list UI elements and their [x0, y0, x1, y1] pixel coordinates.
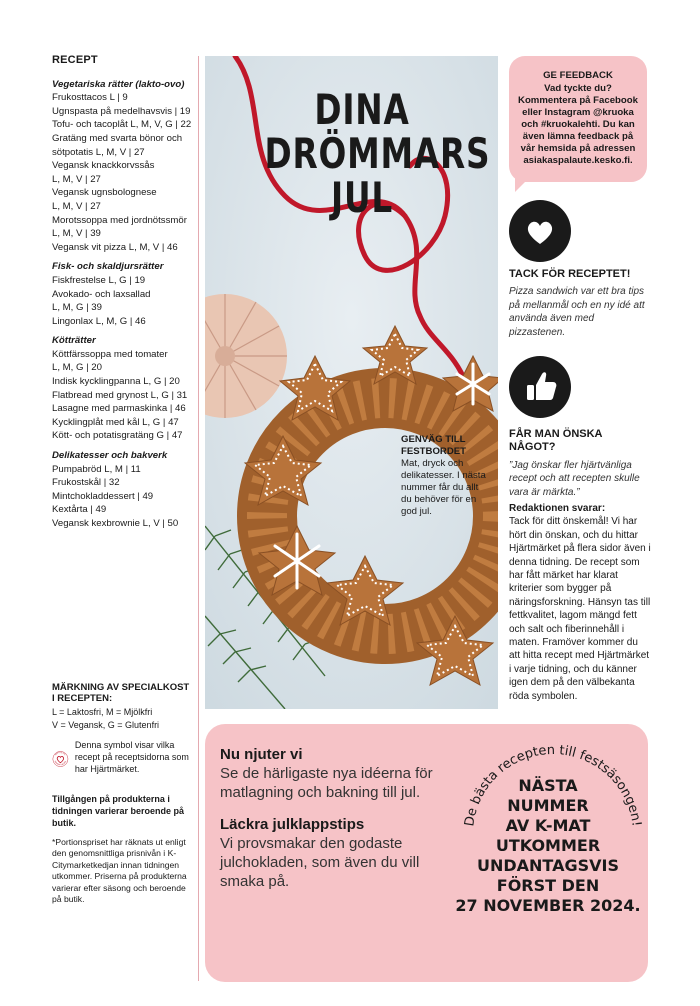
- next-issue-box: [205, 724, 648, 982]
- reply-text: Tack för ditt önskemål! Vi har hört din önskan, och du hittar Hjärtmärket på flera sidor även i denna tidning. De recept som har fått märket har klarat kriterier som bygger på näringsforskning. Hänsyn tas till fettkvalitet, lagom mängd fett och salt och fiberinnehåll i maten. Framöver kommer du att hitta recept med Hjärtmärket i varje tidning, och du känner igen dem på den välbekanta röda symbolen.: [509, 516, 651, 702]
- next-line-3: AV K-MAT: [505, 816, 591, 835]
- recipe-item: Avokado- och laxsallad: [52, 288, 151, 300]
- hero-headline: [264, 85, 491, 222]
- hero-photo: [205, 56, 498, 709]
- recipe-item: Morotssoppa med jordnötssmör: [52, 214, 187, 226]
- heart-badge: [509, 200, 571, 262]
- marking-title: MÄRKNING AV SPECIALKOST I RECEPTEN:: [52, 682, 190, 704]
- bubble-tail: [515, 178, 529, 192]
- heart-ring-top: BÄTTRE VAL: [55, 752, 66, 757]
- teaser-1-text: Se de härligaste nya idéerna för matlagning och bakning till jul.: [220, 765, 433, 801]
- recipe-item: Köttfärssoppa med tomater: [52, 348, 168, 360]
- recipe-item: Mintchokladdessert | 49: [52, 490, 154, 502]
- recipe-item: Lingonlax L, M, G | 46: [52, 315, 146, 327]
- thanks-title: TACK FÖR RECEPTET!: [509, 268, 631, 280]
- feedback-text: Vad tyckte du? Kommentera på Facebook eller Instagram @kruoka och #kruokalehti. Du kan även lämna feedback på vår hemsida på adressen asiakaspalaute.kesko.fi.: [518, 83, 638, 166]
- teaser-1-title: Nu njuter vi: [220, 746, 303, 763]
- recipe-category-title: Vegetariska rätter (lakto-ovo): [52, 78, 185, 90]
- recipe-item: Kycklingplåt med kål L, G | 47: [52, 416, 179, 428]
- recipe-category-title: Delikatesser och bakverk: [52, 450, 168, 462]
- shortcut-title: GENVÄG TILL FESTBORDET: [401, 434, 467, 457]
- next-line-2: NUMMER: [507, 796, 589, 815]
- marking-legend: [52, 682, 194, 905]
- teaser-2-text: Vi provsmakar den godaste julchokladen, som även du vill smaka på.: [220, 835, 420, 890]
- editor-reply: [509, 502, 651, 703]
- price-note: *Portionspriset har räknats ut enligt den genomsnittliga prisnivån i K-Citymarketkedjan innan tidningen utkommer. Priserna på produkterna varierar efter säsong och beroende på butik.: [52, 837, 187, 905]
- shortcut-text: Mat, dryck och delikatesser. I nästa nummer får du allt du behöver för en god jul.: [401, 458, 486, 517]
- recipe-item: Fiskfrestelse L, G | 19: [52, 274, 146, 286]
- feedback-title: GE FEEDBACK: [543, 70, 613, 81]
- column-divider: [198, 56, 199, 981]
- next-issue-date: [453, 776, 643, 916]
- availability-note: Tillgången på produkterna i tidningen varierar beroende på butik.: [52, 794, 185, 828]
- recipe-item: L, M, V | 27: [52, 173, 101, 185]
- marking-line-1: L = Laktosfri, M = Mjölkfri: [52, 707, 153, 717]
- headline-line-1: DINA: [314, 85, 410, 134]
- next-line-4: UTKOMMER: [495, 836, 601, 855]
- heart-symbol-text: Denna symbol visar vilka recept på receptsidorna som har Hjärtmärket.: [74, 740, 189, 774]
- thumbs-badge: [509, 356, 571, 418]
- feedback-bubble: [509, 56, 647, 182]
- wish-title: FÅR MAN ÖNSKA NÅGOT?: [509, 428, 603, 454]
- reply-title: Redaktionen svarar:: [509, 503, 606, 514]
- recipe-item: Vegansk knackkorvssås: [52, 160, 155, 172]
- teaser-2-title: Läckra julklappstips: [220, 816, 365, 833]
- recipe-item: L, M, V | 39: [52, 228, 101, 240]
- recipe-item: Gratäng med svarta bönor och: [52, 132, 183, 144]
- heart-icon: [509, 200, 571, 262]
- recipe-item: Ugnspasta på medelhavsvis | 19: [52, 105, 191, 117]
- marking-line-2: V = Vegansk, G = Glutenfri: [52, 719, 160, 730]
- recipe-item: Flatbread med grynost L, G | 31: [52, 389, 188, 401]
- next-line-1: NÄSTA: [518, 776, 578, 795]
- recipe-category-title: Fisk- och skaldjursrätter: [52, 261, 164, 273]
- thumbs-up-icon: [509, 356, 571, 418]
- heart-ring-bottom: PARAMPI VALINTA: [53, 760, 68, 767]
- recipe-index: [52, 54, 194, 531]
- heart-mark-icon: [52, 739, 69, 779]
- recipe-item: Pumpabröd L, M | 11: [52, 463, 141, 475]
- recipe-item: Vegansk kexbrownie L, V | 50: [52, 518, 179, 529]
- thanks-quote: Pizza sandwich var ett bra tips på mellanmål och en ny idé att använda även med pizzastenen.: [509, 286, 645, 338]
- shortcut-teaser: [401, 434, 489, 518]
- thanks-box: [509, 268, 651, 339]
- recipe-item: Tofu- och tacoplåt L, M, V, G | 22: [52, 119, 192, 131]
- recipe-list: [52, 78, 194, 531]
- recipe-item: L, M, G | 20: [52, 362, 102, 374]
- recipe-item: Frukostskål | 32: [52, 477, 120, 489]
- next-line-6: FÖRST DEN: [496, 876, 600, 895]
- recipe-category-title: Kötträtter: [52, 335, 96, 347]
- recipe-item: Vegansk ugnsbolognese: [52, 187, 157, 199]
- recipe-item: Lasagne med parmaskinka | 46: [52, 403, 186, 415]
- recipe-item: Kött- och potatisgratäng G | 47: [52, 430, 183, 442]
- headline-line-2: DRÖMMARS: [264, 129, 491, 178]
- heart-symbol-row: [52, 739, 194, 779]
- recipe-item: Kextårta | 49: [52, 504, 107, 516]
- recipe-item: sötpotatis L, M, V | 27: [52, 146, 145, 158]
- next-line-7: 27 NOVEMBER 2024.: [455, 896, 641, 915]
- next-line-5: UNDANTAGSVIS: [476, 856, 619, 875]
- recipe-heading: RECEPT: [52, 54, 98, 66]
- wish-box: [509, 428, 651, 499]
- next-issue-teasers: [220, 746, 460, 891]
- recipe-item: Vegansk vit pizza L, M, V | 46: [52, 241, 178, 253]
- recipe-item: Frukosttacos L | 9: [52, 92, 128, 104]
- arc-slogan-text: De bästa recepten till festsäsongen!: [462, 742, 644, 828]
- recipe-item: L, M, V | 27: [52, 200, 101, 212]
- wish-quote: ”Jag önskar fler hjärtvänliga recept och att recepten skulle vara är märkta.”: [509, 459, 640, 498]
- headline-line-3: JUL: [330, 173, 394, 222]
- recipe-item: L, M, G | 39: [52, 302, 102, 314]
- recipe-item: Indisk kycklingpanna L, G | 20: [52, 376, 180, 388]
